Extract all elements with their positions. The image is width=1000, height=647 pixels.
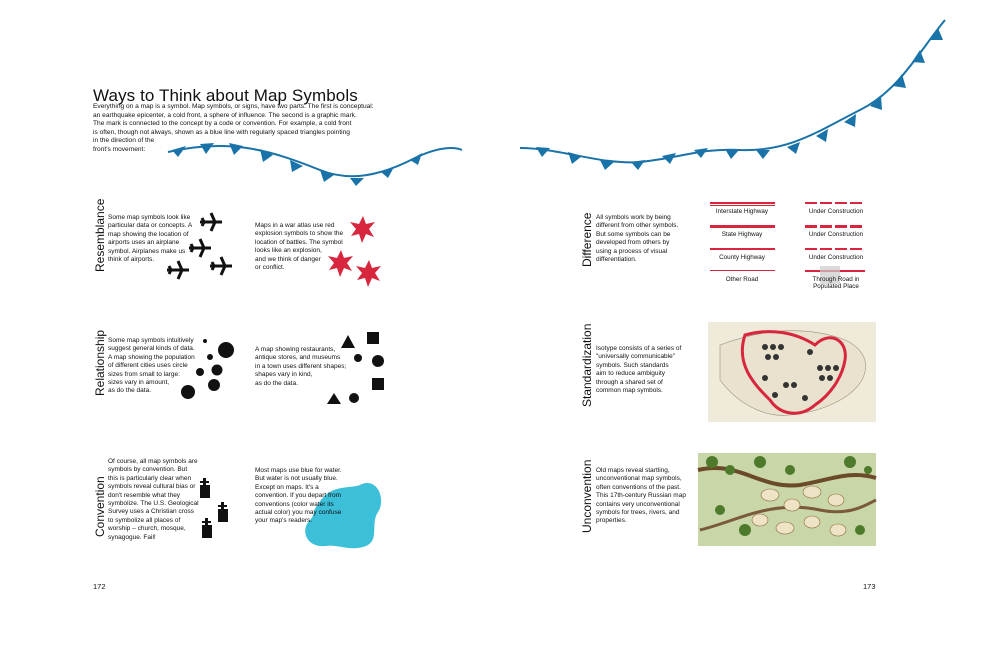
section-label-relationship: Relationship	[93, 329, 107, 396]
text-line: symbolize. The U.S. Geological	[108, 500, 199, 508]
text-line: looks like an explosion,	[255, 247, 322, 255]
section-label-unconvention: Unconvention	[580, 459, 594, 533]
text-line: A map showing restaurants,	[255, 346, 336, 353]
section-label-difference: Difference	[580, 212, 594, 267]
text-line: Some map symbols look like	[108, 214, 191, 221]
text-line: this is particularly clear when	[108, 474, 192, 482]
road-label: Populated Place	[813, 283, 859, 290]
convention-text-b	[255, 467, 342, 526]
road-label: Under Construction	[808, 231, 864, 238]
intro-line: Everything on a map is a symbol. Map symbols, or signs, have two parts. The first is conceptual:	[93, 103, 374, 110]
page-title: Ways to Think about Map Symbols	[93, 86, 358, 105]
difference-text	[596, 214, 678, 264]
text-line: This 17th-century Russian map	[596, 492, 686, 500]
intro-line: an earthquake epicenter, a cold front, a sphere of influence. The second is a graphic mark.	[93, 111, 357, 119]
text-line: worship – church, mosque,	[108, 525, 186, 533]
russian-map-image	[698, 453, 876, 546]
relationship-text-b	[255, 346, 346, 388]
text-line: Except on maps. It's a	[255, 483, 319, 491]
text-line: Isotype consists of a series of	[596, 345, 682, 352]
intro-line: is often, though not always, shown as a blue line with regularly spaced triangles pointing	[93, 128, 350, 136]
text-line: suggest general kinds of data.	[108, 345, 195, 353]
text-line: Maps in a war atlas use red	[255, 222, 335, 229]
road-label: Under Construction	[808, 208, 864, 215]
intro-line: in the direction of the	[93, 137, 155, 145]
text-line: contains very unconventional	[596, 500, 680, 508]
text-line: Of course, all map symbols are	[108, 458, 198, 465]
text-line: differentiation.	[596, 256, 637, 264]
road-label: Through Road in	[812, 276, 860, 283]
text-line: as do the data.	[108, 387, 152, 395]
text-line: through a shared set of	[596, 378, 663, 386]
text-line: But some symbols can be	[596, 230, 671, 238]
text-line: using a process of visual	[596, 247, 668, 255]
text-line: Most maps use blue for water.	[255, 467, 342, 474]
road-label: County Highway	[719, 254, 765, 261]
text-line: particular data or concepts. A	[108, 222, 193, 230]
text-line: your map's readers.	[255, 517, 313, 525]
cold-front-line-right	[520, 20, 945, 162]
text-line: properties.	[596, 517, 627, 525]
text-line: synagogue. Fail!	[108, 533, 156, 541]
page-number-right: 173	[863, 582, 876, 591]
text-line: aim to reduce ambiguity	[596, 370, 666, 378]
text-line: conventions (color water its	[255, 500, 334, 508]
text-line: of different cities uses circle	[108, 362, 188, 370]
text-line: Some map symbols intuitively	[108, 337, 194, 344]
section-label-resemblance: Resemblance	[93, 198, 107, 272]
text-line: symbols by convention. But	[108, 466, 188, 474]
text-line: antique stores, and museums	[255, 354, 341, 362]
text-line: explosion symbols to show the	[255, 230, 344, 238]
text-line: sizes vary in amount,	[108, 379, 170, 387]
text-line: different from other symbols.	[596, 222, 679, 230]
text-line: A map showing the population	[108, 353, 195, 361]
text-line: think of airports.	[108, 256, 155, 264]
road-label: State Highway	[721, 231, 763, 238]
text-line: convention. If you depart from	[255, 492, 341, 500]
convention-text-a	[108, 458, 199, 542]
text-line: symbol. Airplanes make us	[108, 247, 186, 255]
resemblance-text-b	[255, 222, 343, 272]
page-number-left: 172	[93, 582, 106, 591]
text-line: shapes vary in kind,	[255, 371, 313, 379]
text-line: Survey uses a Christian cross	[108, 508, 194, 516]
section-label-convention: Convention	[93, 476, 107, 537]
text-line: common map symbols.	[596, 387, 663, 395]
isotype-map-image	[708, 322, 876, 422]
church-cross-icons	[200, 478, 228, 538]
section-label-standardization: Standardization	[580, 323, 594, 407]
text-line: as do the data.	[255, 379, 299, 387]
relationship-text-a	[108, 337, 195, 396]
intro-paragraph	[93, 103, 411, 155]
text-line: unconventional map symbols,	[596, 475, 682, 483]
road-label: Other Road	[725, 276, 759, 283]
road-label: Under Construction	[808, 254, 864, 261]
text-line: symbols reveal cultural bias or	[108, 483, 196, 491]
text-line: don't resemble what they	[108, 491, 181, 499]
text-line: Old maps reveal startling,	[596, 467, 670, 474]
text-line: "universally communicable"	[596, 353, 676, 361]
text-line: often conventions of the past.	[596, 483, 681, 491]
text-line: But water is not usually blue.	[255, 475, 338, 483]
text-line: symbols for trees, rivers, and	[596, 509, 680, 517]
text-line: actual color) you may confuse	[255, 509, 342, 517]
text-line: airports uses an airplane	[108, 239, 180, 247]
text-line: sizes from small to large:	[108, 370, 180, 378]
text-line: and we think of danger	[255, 255, 321, 263]
resemblance-text-a	[108, 214, 192, 264]
text-line: or conflict.	[255, 264, 285, 272]
standardization-text	[596, 345, 681, 395]
text-line: All symbols work by being	[596, 214, 671, 221]
text-line: symbols. Such standards	[596, 361, 669, 369]
text-line: developed from others by	[596, 239, 670, 247]
unconvention-text	[596, 467, 686, 526]
road-label: Interstate Highway	[715, 208, 769, 215]
intro-line: front's movement:	[93, 145, 146, 153]
text-line: in a town uses different shapes;	[255, 362, 347, 370]
text-line: location of battles. The symbol	[255, 238, 343, 246]
text-line: map showing the location of	[108, 230, 189, 238]
cold-front-triangles-right	[536, 28, 943, 170]
intro-line: The mark is connected to the concept by a code or convention. For example, a cold front	[93, 120, 352, 128]
text-line: to symbolize all places of	[108, 516, 181, 524]
